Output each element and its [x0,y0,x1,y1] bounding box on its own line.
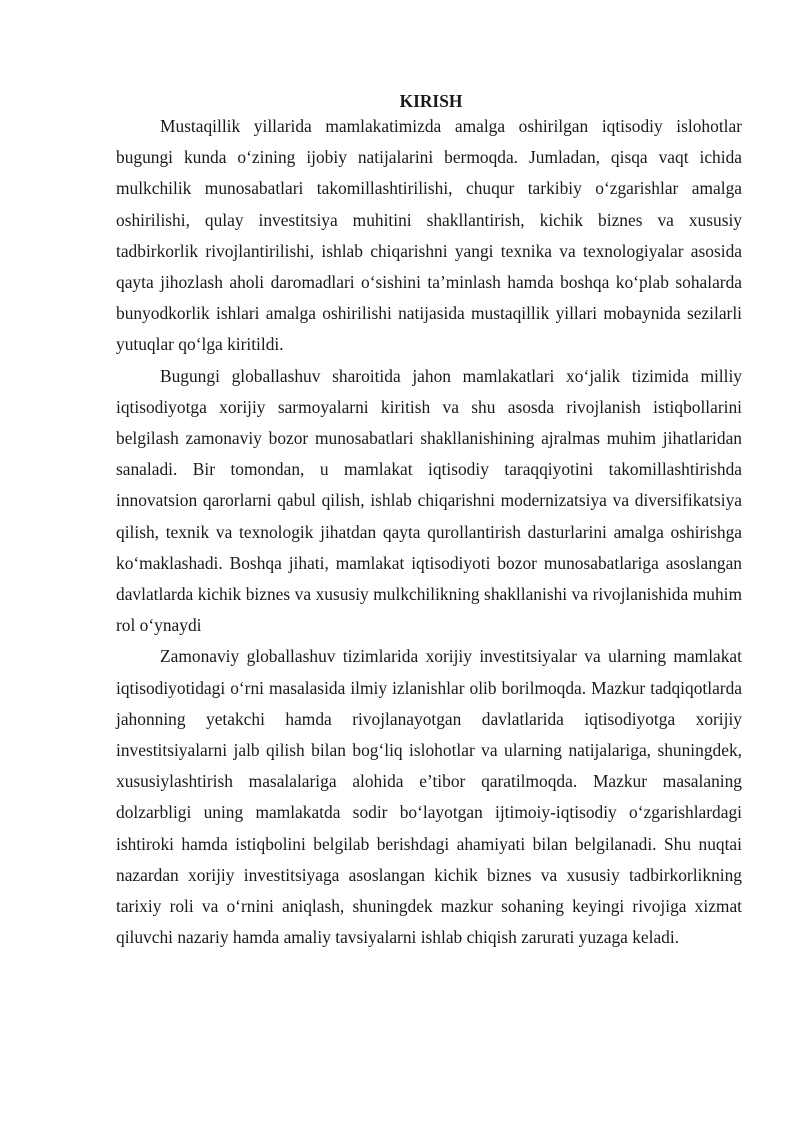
paragraph-1: Mustaqillik yillarida mamlakatimizda amalga oshirilgan iqtisodiy islohotlar bugungi kunda o‘zining ijobiy natijalarini bermoqda. Jumladan, qisqa vaqt ichida mulkchilik munosabatlari takomillashtirilishi, chuqur tarkibiy o‘zgarishlar amalga oshirilishi, qulay investitsiya muhitini shakllantirish, kichik biznes va xususiy tadbirkorlik rivojlantirilishi, ishlab chiqarishni yangi texnika va texnologiyalar asosida qayta jihozlash aholi daromadlari o‘sishini ta’minlash hamda boshqa ko‘plab sohalarda bunyodkorlik ishlari amalga oshirilishi natijasida mustaqillik yillari mobaynida sezilarli yutuqlar qo‘lga kiritildi. [116,116,742,355]
paragraph-2: Bugungi globallashuv sharoitida jahon mamlakatlari xo‘jalik tizimida milliy iqtisodiyotga xorijiy sarmoyalarni kiritish va shu asosda rivojlanish istiqbollarini belgilash zamonaviy bozor munosabatlari shakllanishining ajralmas muhim jihatlaridan sanaladi. Bir tomondan, u mamlakat iqtisodiy taraqqiyotini takomillashtirishda innovatsion qarorlarni qabul qilish, ishlab chiqarishni modernizatsiya va diversifikatsiya qilish, texnik va texnologik jihatdan qayta qurollantirish dasturlarini amalga oshirishga ko‘maklashadi. Boshqa jihati, mamlakat iqtisodiyoti bozor munosabatlariga asoslangan davlatlarda kichik biznes va xususiy mulkchilikning shakllanishi va rivojlanishida muhim rol o‘ynaydi [116,365,742,636]
section-title: KIRISH [399,91,463,111]
paragraph-3: Zamonaviy globallashuv tizimlarida xorijiy investitsiyalar va ularning mamlakat iqtisodiyotidagi o‘rni masalasida ilmiy izlanishlar olib borilmoqda. Mazkur tadqiqotlarda jahonning yetakchi hamda rivojlanayotgan davlatlarida iqtisodiyotga xorijiy investitsiyalarni jalb qilish bilan bog‘liq islohotlar va ularning natijalariga, shuningdek, xususiylashtirish masalalariga alohida e’tibor qaratilmoqda. Mazkur masalaning dolzarbligi uning mamlakatda sodir bo‘layotgan ijtimoiy-iqtisodiy o‘zgarishlardagi ishtiroki hamda istiqbolini belgilab berishdagi ahamiyati bilan belgilanadi. Shu nuqtai nazardan xorijiy investitsiyaga asoslangan kichik biznes va xususiy tadbirkorlikning tarixiy roli va o‘rnini aniqlash, shuningdek mazkur sohaning keyingi rivojiga xizmat qiluvchi nazariy hamda amaliy tavsiyalarni ishlab chiqish zarurati yuzaga keladi. [116,646,742,948]
document-page [116,88,742,953]
